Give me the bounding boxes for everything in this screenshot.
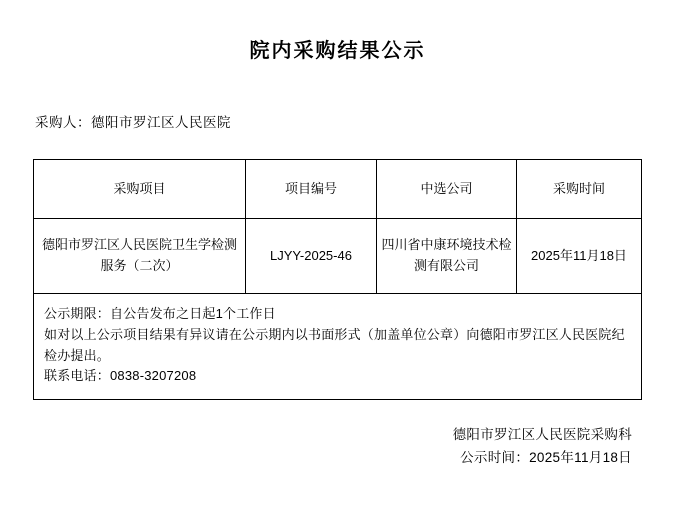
notes-cell <box>34 294 642 400</box>
cell-project-no: LJYY-2025-46 <box>246 219 377 294</box>
procurement-result-table <box>33 159 642 400</box>
table-header-row <box>34 160 642 219</box>
table-notes-row <box>34 294 642 400</box>
document-page <box>0 34 675 520</box>
column-header-date: 采购时间 <box>517 160 642 219</box>
footer-publish-date: 公示时间：2025年11月18日 <box>460 450 632 466</box>
note-line-1: 公示期限：自公告发布之日起1个工作日 <box>44 306 276 321</box>
cell-date: 2025年11月18日 <box>517 219 642 294</box>
column-header-project: 采购项目 <box>34 160 246 219</box>
note-line-3: 联系电话：0838-3207208 <box>44 368 197 384</box>
column-header-project-no: 项目编号 <box>246 160 377 219</box>
column-header-company: 中选公司 <box>377 160 517 219</box>
footer-issuer: 德阳市罗江区人民医院采购科 <box>452 427 632 443</box>
document-footer <box>33 424 642 470</box>
note-line-2: 如对以上公示项目结果有异议请在公示期内以书面形式（加盖单位公章）向德阳市罗江区人民医院纪检办提出。 <box>44 326 625 363</box>
page-title: 院内采购结果公示 <box>249 40 426 62</box>
cell-company: 四川省中康环境技术检测有限公司 <box>377 219 517 294</box>
table-row <box>34 219 642 294</box>
buyer-line: 采购人：德阳市罗江区人民医院 <box>35 115 231 130</box>
cell-project: 德阳市罗江区人民医院卫生学检测服务（二次） <box>34 219 246 294</box>
